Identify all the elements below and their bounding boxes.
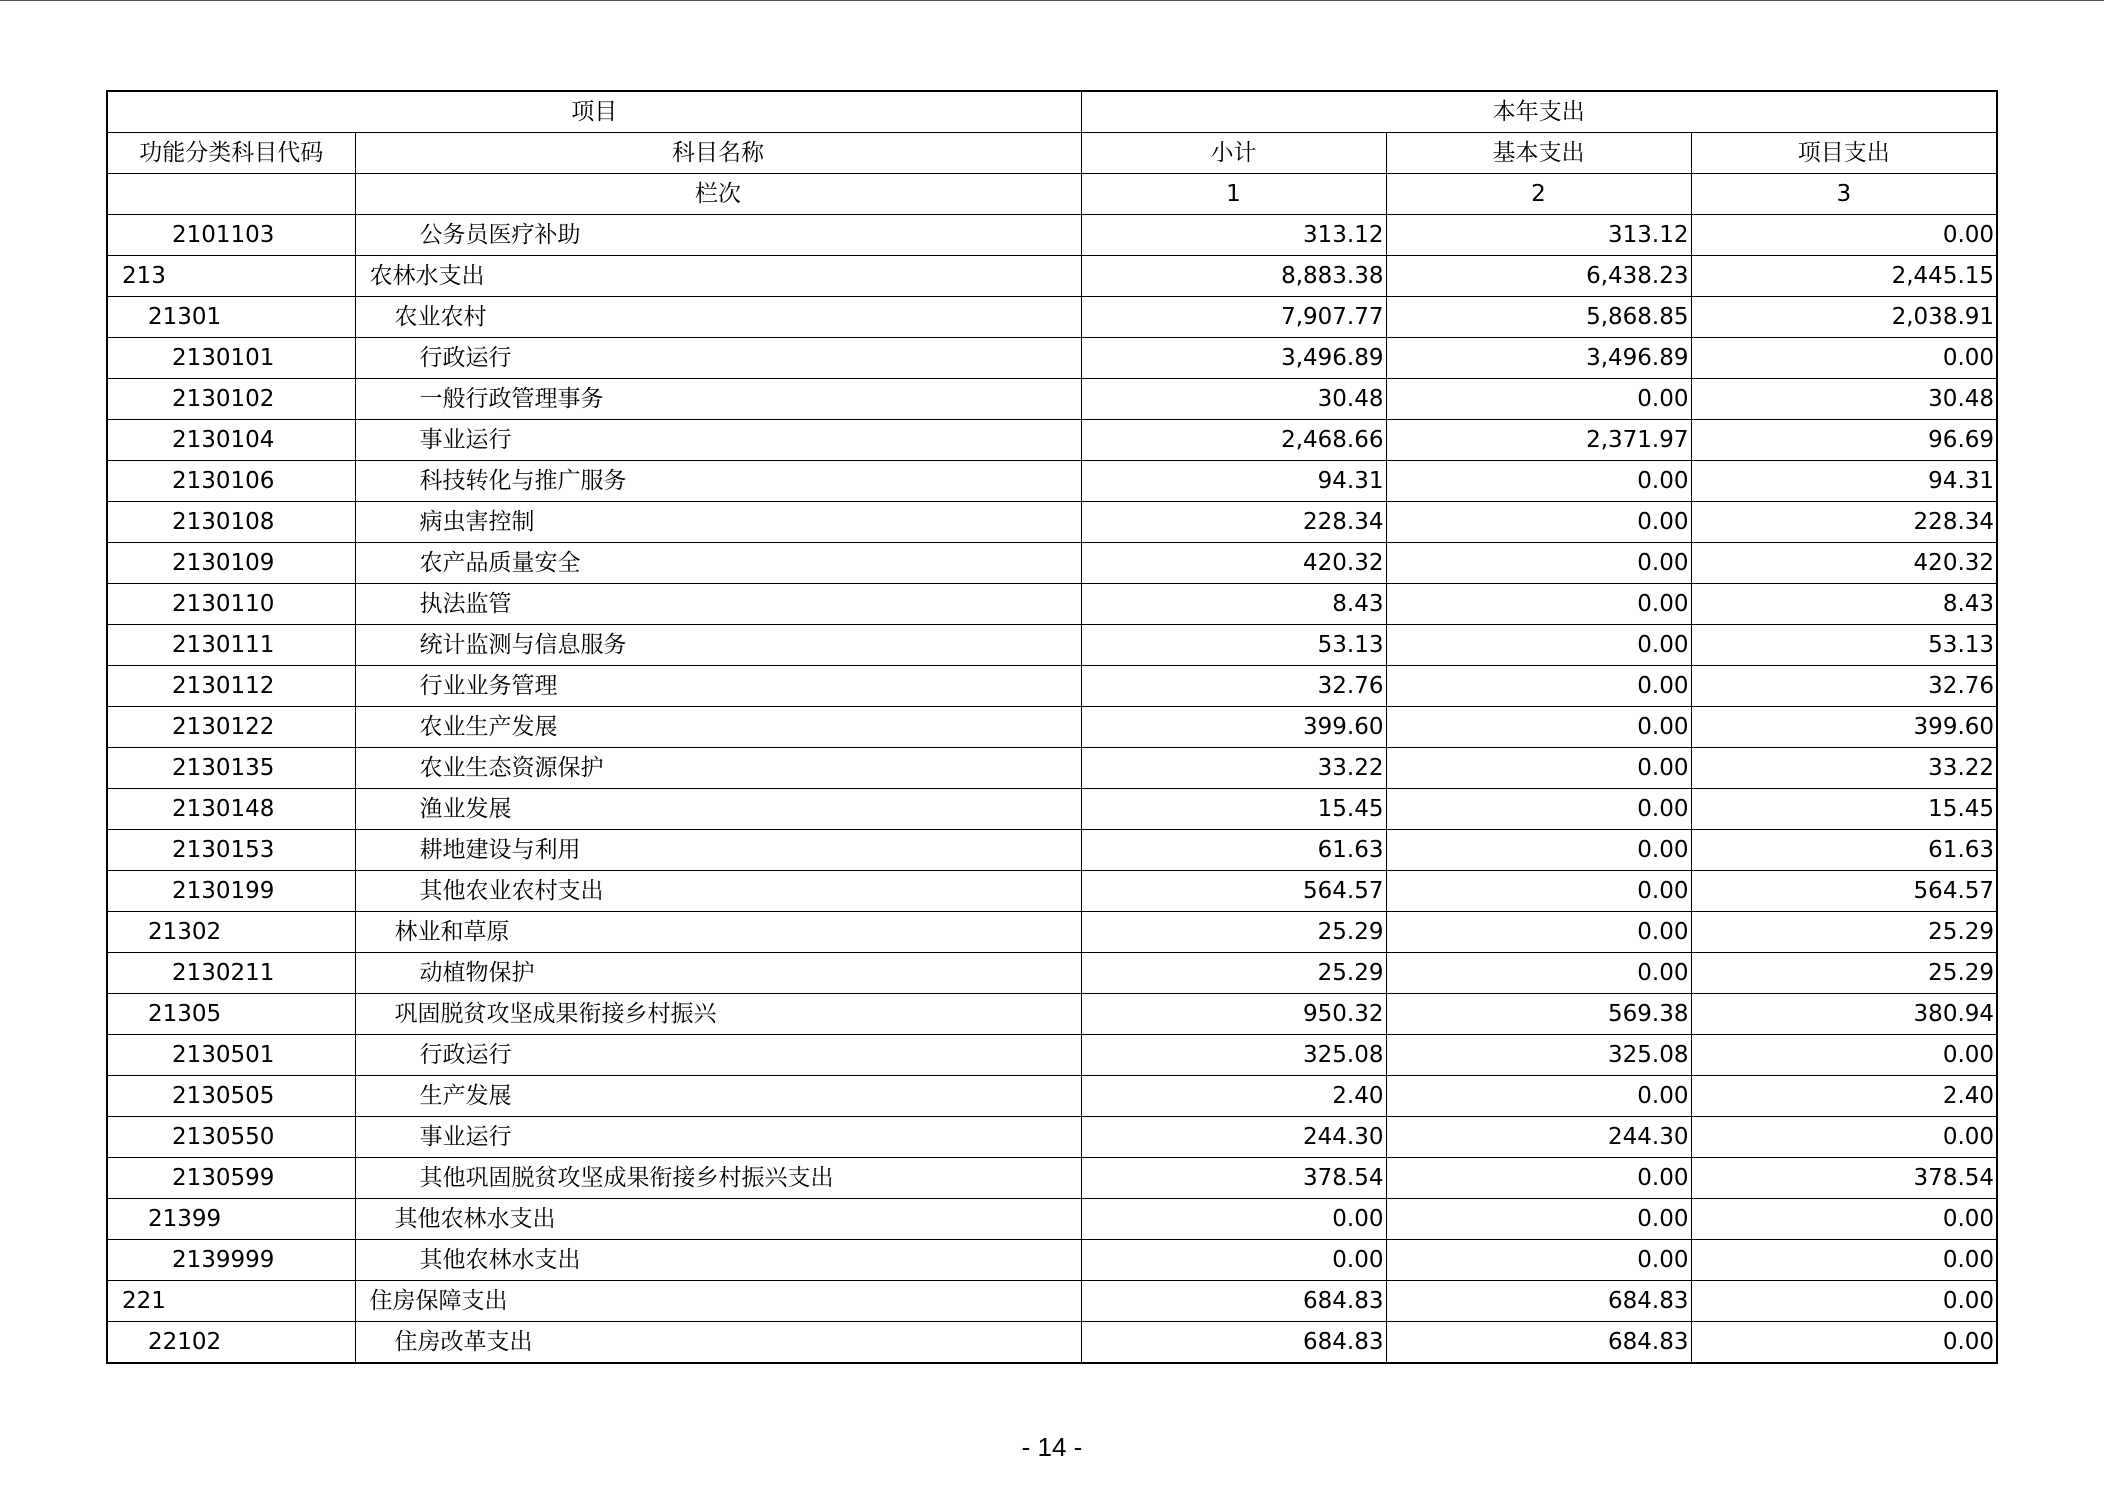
cell-code: 2130108 (107, 502, 355, 543)
cell-subtotal: 378.54 (1081, 1158, 1386, 1199)
cell-basic: 5,868.85 (1386, 297, 1691, 338)
cell-subtotal: 7,907.77 (1081, 297, 1386, 338)
cell-code: 2101103 (107, 215, 355, 256)
cell-subtotal: 33.22 (1081, 748, 1386, 789)
cell-basic: 0.00 (1386, 830, 1691, 871)
cell-code: 2130101 (107, 338, 355, 379)
header-empty-cell (107, 174, 355, 215)
cell-project: 8.43 (1691, 584, 1997, 625)
cell-subtotal: 2,468.66 (1081, 420, 1386, 461)
cell-project: 53.13 (1691, 625, 1997, 666)
cell-project: 0.00 (1691, 1281, 1997, 1322)
table-row (107, 789, 1997, 830)
table-row (107, 707, 1997, 748)
header-col-3: 3 (1691, 174, 1997, 215)
table-row (107, 1199, 1997, 1240)
cell-name: 住房改革支出 (355, 1322, 1081, 1364)
page-top-rule (0, 0, 2104, 1)
cell-name: 一般行政管理事务 (355, 379, 1081, 420)
header-subtotal: 小计 (1081, 133, 1386, 174)
table-body (107, 215, 1997, 1364)
cell-subtotal: 950.32 (1081, 994, 1386, 1035)
cell-project: 30.48 (1691, 379, 1997, 420)
cell-code: 2130501 (107, 1035, 355, 1076)
table-row (107, 338, 1997, 379)
table-row (107, 953, 1997, 994)
cell-project: 2.40 (1691, 1076, 1997, 1117)
header-annual-expense: 本年支出 (1081, 91, 1997, 133)
cell-project: 420.32 (1691, 543, 1997, 584)
cell-project: 25.29 (1691, 912, 1997, 953)
table-row (107, 1076, 1997, 1117)
table-row (107, 1322, 1997, 1364)
table-row (107, 830, 1997, 871)
header-project-expense: 项目支出 (1691, 133, 1997, 174)
cell-basic: 0.00 (1386, 543, 1691, 584)
cell-name: 其他农林水支出 (355, 1199, 1081, 1240)
cell-basic: 0.00 (1386, 1240, 1691, 1281)
cell-name: 行政运行 (355, 1035, 1081, 1076)
cell-project: 2,038.91 (1691, 297, 1997, 338)
table-row (107, 1158, 1997, 1199)
cell-name: 巩固脱贫攻坚成果衔接乡村振兴 (355, 994, 1081, 1035)
cell-name: 事业运行 (355, 420, 1081, 461)
cell-name: 其他农林水支出 (355, 1240, 1081, 1281)
cell-name: 农产品质量安全 (355, 543, 1081, 584)
cell-project: 32.76 (1691, 666, 1997, 707)
cell-basic: 0.00 (1386, 953, 1691, 994)
table-row (107, 502, 1997, 543)
cell-name: 公务员医疗补助 (355, 215, 1081, 256)
cell-basic: 244.30 (1386, 1117, 1691, 1158)
cell-name: 耕地建设与利用 (355, 830, 1081, 871)
table-row (107, 625, 1997, 666)
table-row (107, 994, 1997, 1035)
cell-code: 2130109 (107, 543, 355, 584)
table-header (107, 91, 1997, 215)
table-row (107, 297, 1997, 338)
cell-subtotal: 8.43 (1081, 584, 1386, 625)
cell-name: 其他巩固脱贫攻坚成果衔接乡村振兴支出 (355, 1158, 1081, 1199)
cell-name: 病虫害控制 (355, 502, 1081, 543)
cell-name: 统计监测与信息服务 (355, 625, 1081, 666)
cell-basic: 0.00 (1386, 379, 1691, 420)
cell-subtotal: 244.30 (1081, 1117, 1386, 1158)
cell-project: 0.00 (1691, 338, 1997, 379)
cell-subtotal: 564.57 (1081, 871, 1386, 912)
cell-code: 213 (107, 256, 355, 297)
cell-subtotal: 684.83 (1081, 1322, 1386, 1364)
cell-code: 2130112 (107, 666, 355, 707)
cell-name: 农业农村 (355, 297, 1081, 338)
cell-project: 33.22 (1691, 748, 1997, 789)
cell-code: 21305 (107, 994, 355, 1035)
cell-code: 2130148 (107, 789, 355, 830)
cell-name: 执法监管 (355, 584, 1081, 625)
table-row (107, 543, 1997, 584)
cell-subtotal: 325.08 (1081, 1035, 1386, 1076)
cell-project: 0.00 (1691, 1199, 1997, 1240)
cell-name: 农业生产发展 (355, 707, 1081, 748)
cell-subtotal: 3,496.89 (1081, 338, 1386, 379)
table-row (107, 1240, 1997, 1281)
cell-subtotal: 228.34 (1081, 502, 1386, 543)
table-row (107, 748, 1997, 789)
table-row (107, 666, 1997, 707)
cell-code: 2130111 (107, 625, 355, 666)
header-basic: 基本支出 (1386, 133, 1691, 174)
cell-subtotal: 94.31 (1081, 461, 1386, 502)
table-row (107, 1035, 1997, 1076)
cell-subtotal: 53.13 (1081, 625, 1386, 666)
cell-name: 农林水支出 (355, 256, 1081, 297)
cell-subtotal: 30.48 (1081, 379, 1386, 420)
header-code: 功能分类科目代码 (107, 133, 355, 174)
cell-project: 399.60 (1691, 707, 1997, 748)
cell-code: 2130102 (107, 379, 355, 420)
cell-name: 行政运行 (355, 338, 1081, 379)
cell-code: 2130505 (107, 1076, 355, 1117)
cell-project: 94.31 (1691, 461, 1997, 502)
cell-basic: 0.00 (1386, 1199, 1691, 1240)
cell-basic: 325.08 (1386, 1035, 1691, 1076)
cell-basic: 0.00 (1386, 584, 1691, 625)
cell-code: 21302 (107, 912, 355, 953)
cell-code: 2130104 (107, 420, 355, 461)
cell-basic: 684.83 (1386, 1281, 1691, 1322)
cell-name: 事业运行 (355, 1117, 1081, 1158)
cell-code: 2130211 (107, 953, 355, 994)
cell-basic: 3,496.89 (1386, 338, 1691, 379)
cell-code: 2130110 (107, 584, 355, 625)
cell-code: 2130106 (107, 461, 355, 502)
table-row (107, 256, 1997, 297)
header-project: 项目 (107, 91, 1081, 133)
cell-subtotal: 399.60 (1081, 707, 1386, 748)
cell-project: 380.94 (1691, 994, 1997, 1035)
cell-code: 221 (107, 1281, 355, 1322)
cell-subtotal: 25.29 (1081, 953, 1386, 994)
cell-project: 564.57 (1691, 871, 1997, 912)
cell-subtotal: 0.00 (1081, 1240, 1386, 1281)
header-row-2 (107, 133, 1997, 174)
cell-subtotal: 684.83 (1081, 1281, 1386, 1322)
cell-code: 21301 (107, 297, 355, 338)
cell-project: 228.34 (1691, 502, 1997, 543)
cell-project: 25.29 (1691, 953, 1997, 994)
cell-basic: 0.00 (1386, 871, 1691, 912)
cell-basic: 569.38 (1386, 994, 1691, 1035)
cell-basic: 6,438.23 (1386, 256, 1691, 297)
table-row (107, 461, 1997, 502)
cell-basic: 0.00 (1386, 707, 1691, 748)
header-column-label: 栏次 (355, 174, 1081, 215)
page-number: - 14 - (1021, 1432, 1083, 1462)
cell-name: 行业业务管理 (355, 666, 1081, 707)
cell-subtotal: 25.29 (1081, 912, 1386, 953)
cell-code: 2130550 (107, 1117, 355, 1158)
table-row (107, 215, 1997, 256)
header-col-2: 2 (1386, 174, 1691, 215)
cell-name: 林业和草原 (355, 912, 1081, 953)
cell-code: 2130599 (107, 1158, 355, 1199)
cell-basic: 0.00 (1386, 789, 1691, 830)
cell-basic: 0.00 (1386, 461, 1691, 502)
cell-subtotal: 15.45 (1081, 789, 1386, 830)
header-name: 科目名称 (355, 133, 1081, 174)
header-row-3 (107, 174, 1997, 215)
cell-name: 农业生态资源保护 (355, 748, 1081, 789)
table-row (107, 584, 1997, 625)
table-row (107, 912, 1997, 953)
cell-code: 2130153 (107, 830, 355, 871)
cell-code: 2139999 (107, 1240, 355, 1281)
cell-name: 生产发展 (355, 1076, 1081, 1117)
cell-basic: 0.00 (1386, 502, 1691, 543)
cell-basic: 2,371.97 (1386, 420, 1691, 461)
cell-project: 0.00 (1691, 1117, 1997, 1158)
cell-subtotal: 8,883.38 (1081, 256, 1386, 297)
cell-code: 22102 (107, 1322, 355, 1364)
cell-basic: 684.83 (1386, 1322, 1691, 1364)
cell-subtotal: 420.32 (1081, 543, 1386, 584)
cell-name: 科技转化与推广服务 (355, 461, 1081, 502)
cell-subtotal: 0.00 (1081, 1199, 1386, 1240)
cell-basic: 0.00 (1386, 912, 1691, 953)
cell-code: 2130122 (107, 707, 355, 748)
cell-project: 0.00 (1691, 1240, 1997, 1281)
cell-basic: 0.00 (1386, 666, 1691, 707)
table-row (107, 1281, 1997, 1322)
cell-project: 2,445.15 (1691, 256, 1997, 297)
cell-code: 2130199 (107, 871, 355, 912)
cell-code: 21399 (107, 1199, 355, 1240)
cell-subtotal: 32.76 (1081, 666, 1386, 707)
table-row (107, 420, 1997, 461)
header-col-1: 1 (1081, 174, 1386, 215)
table-row (107, 1117, 1997, 1158)
cell-project: 96.69 (1691, 420, 1997, 461)
cell-basic: 0.00 (1386, 1076, 1691, 1117)
cell-subtotal: 313.12 (1081, 215, 1386, 256)
header-row-1 (107, 91, 1997, 133)
cell-basic: 0.00 (1386, 1158, 1691, 1199)
cell-subtotal: 61.63 (1081, 830, 1386, 871)
cell-name: 渔业发展 (355, 789, 1081, 830)
cell-basic: 313.12 (1386, 215, 1691, 256)
cell-project: 0.00 (1691, 1322, 1997, 1364)
cell-project: 378.54 (1691, 1158, 1997, 1199)
cell-subtotal: 2.40 (1081, 1076, 1386, 1117)
cell-name: 住房保障支出 (355, 1281, 1081, 1322)
cell-code: 2130135 (107, 748, 355, 789)
cell-basic: 0.00 (1386, 625, 1691, 666)
cell-name: 其他农业农村支出 (355, 871, 1081, 912)
cell-name: 动植物保护 (355, 953, 1081, 994)
table-row (107, 871, 1997, 912)
table-row (107, 379, 1997, 420)
cell-basic: 0.00 (1386, 748, 1691, 789)
cell-project: 15.45 (1691, 789, 1997, 830)
cell-project: 0.00 (1691, 215, 1997, 256)
budget-expense-table (106, 90, 1998, 1364)
cell-project: 0.00 (1691, 1035, 1997, 1076)
cell-project: 61.63 (1691, 830, 1997, 871)
